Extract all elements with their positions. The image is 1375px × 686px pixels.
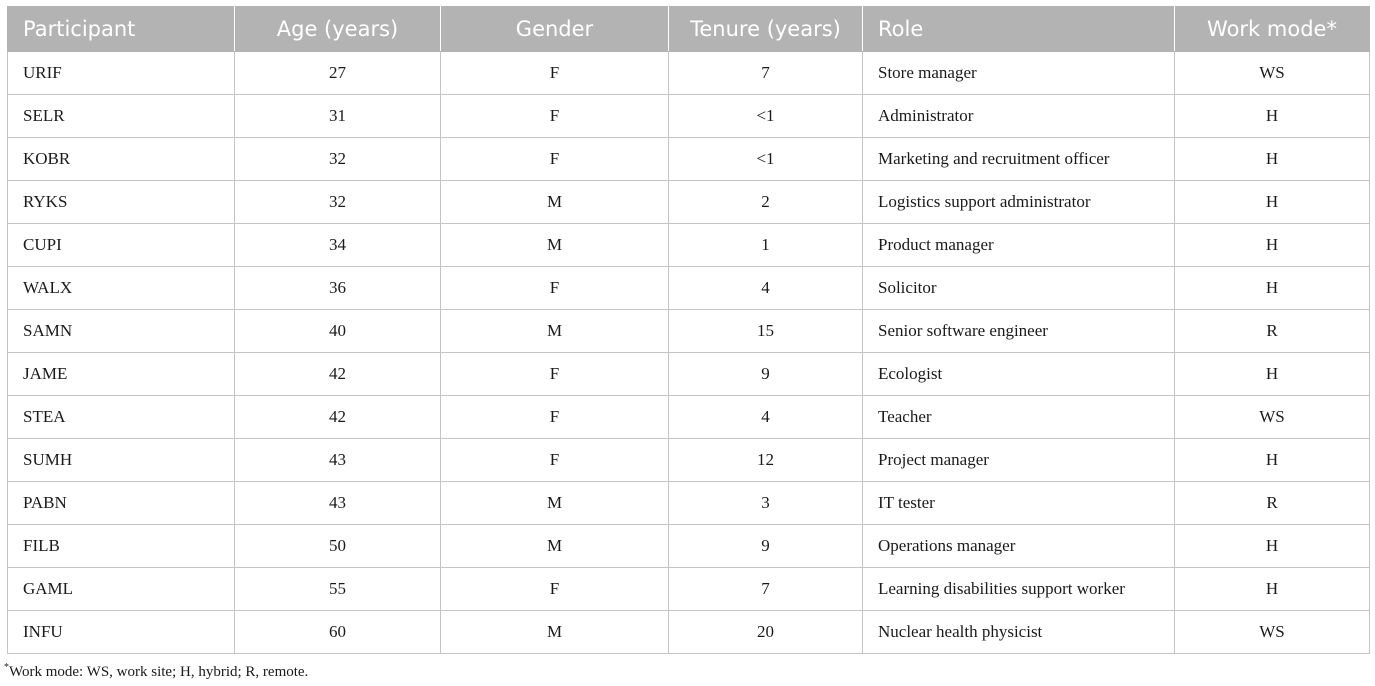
table-row (8, 396, 1370, 439)
cell-role: Store manager (863, 52, 1175, 95)
cell-role: IT tester (863, 482, 1175, 525)
cell-work-mode: H (1175, 439, 1370, 482)
table-row (8, 611, 1370, 654)
cell-role: Teacher (863, 396, 1175, 439)
cell-tenure: 9 (669, 353, 863, 396)
table-row (8, 568, 1370, 611)
table-row (8, 439, 1370, 482)
cell-work-mode: H (1175, 568, 1370, 611)
column-header-role: Role (863, 7, 1175, 52)
cell-gender: M (441, 482, 669, 525)
cell-tenure: 3 (669, 482, 863, 525)
participants-table-container (7, 6, 1369, 654)
cell-age: 32 (235, 181, 441, 224)
cell-tenure: <1 (669, 95, 863, 138)
cell-work-mode: H (1175, 95, 1370, 138)
cell-participant: FILB (8, 525, 235, 568)
column-header-gender: Gender (441, 7, 669, 52)
cell-role: Marketing and recruitment officer (863, 138, 1175, 181)
table-footnote (4, 662, 308, 681)
cell-age: 36 (235, 267, 441, 310)
footnote-text: Work mode: WS, work site; H, hybrid; R, remote. (9, 664, 309, 680)
table-row (8, 138, 1370, 181)
cell-age: 32 (235, 138, 441, 181)
cell-participant: URIF (8, 52, 235, 95)
cell-participant: RYKS (8, 181, 235, 224)
table-row (8, 353, 1370, 396)
cell-gender: M (441, 224, 669, 267)
cell-work-mode: R (1175, 310, 1370, 353)
table-row (8, 52, 1370, 95)
cell-work-mode: H (1175, 224, 1370, 267)
cell-tenure: 4 (669, 267, 863, 310)
table-row (8, 224, 1370, 267)
cell-tenure: 1 (669, 224, 863, 267)
cell-work-mode: H (1175, 353, 1370, 396)
cell-participant: PABN (8, 482, 235, 525)
cell-participant: JAME (8, 353, 235, 396)
cell-tenure: 15 (669, 310, 863, 353)
cell-role: Operations manager (863, 525, 1175, 568)
cell-work-mode: WS (1175, 611, 1370, 654)
cell-gender: M (441, 525, 669, 568)
column-header-tenure: Tenure (years) (669, 7, 863, 52)
cell-work-mode: WS (1175, 52, 1370, 95)
cell-work-mode: H (1175, 267, 1370, 310)
cell-tenure: 7 (669, 568, 863, 611)
cell-gender: F (441, 138, 669, 181)
cell-gender: F (441, 52, 669, 95)
cell-participant: INFU (8, 611, 235, 654)
cell-tenure: 12 (669, 439, 863, 482)
cell-tenure: <1 (669, 138, 863, 181)
cell-work-mode: WS (1175, 396, 1370, 439)
cell-role: Senior software engineer (863, 310, 1175, 353)
cell-tenure: 4 (669, 396, 863, 439)
cell-gender: F (441, 95, 669, 138)
table-row (8, 310, 1370, 353)
cell-gender: F (441, 353, 669, 396)
cell-tenure: 2 (669, 181, 863, 224)
cell-age: 27 (235, 52, 441, 95)
cell-age: 40 (235, 310, 441, 353)
cell-role: Nuclear health physicist (863, 611, 1175, 654)
cell-role: Project manager (863, 439, 1175, 482)
cell-role: Product manager (863, 224, 1175, 267)
cell-age: 31 (235, 95, 441, 138)
table-body (8, 52, 1370, 654)
cell-participant: SAMN (8, 310, 235, 353)
cell-role: Ecologist (863, 353, 1175, 396)
cell-gender: F (441, 568, 669, 611)
cell-age: 43 (235, 439, 441, 482)
cell-role: Solicitor (863, 267, 1175, 310)
column-header-age: Age (years) (235, 7, 441, 52)
cell-participant: STEA (8, 396, 235, 439)
cell-tenure: 9 (669, 525, 863, 568)
cell-work-mode: H (1175, 525, 1370, 568)
cell-participant: WALX (8, 267, 235, 310)
cell-work-mode: H (1175, 181, 1370, 224)
footnote-marker: * (4, 662, 9, 673)
cell-tenure: 7 (669, 52, 863, 95)
cell-tenure: 20 (669, 611, 863, 654)
cell-age: 55 (235, 568, 441, 611)
cell-role: Logistics support administrator (863, 181, 1175, 224)
cell-participant: SUMH (8, 439, 235, 482)
cell-age: 50 (235, 525, 441, 568)
cell-gender: F (441, 396, 669, 439)
cell-age: 42 (235, 353, 441, 396)
column-header-participant: Participant (8, 7, 235, 52)
cell-participant: SELR (8, 95, 235, 138)
cell-age: 43 (235, 482, 441, 525)
table-header (8, 7, 1370, 52)
table-row (8, 181, 1370, 224)
cell-gender: M (441, 181, 669, 224)
cell-participant: GAML (8, 568, 235, 611)
cell-participant: CUPI (8, 224, 235, 267)
cell-work-mode: H (1175, 138, 1370, 181)
column-header-work-mode: Work mode* (1175, 7, 1370, 52)
table-row (8, 267, 1370, 310)
participants-table (7, 6, 1370, 654)
cell-gender: M (441, 611, 669, 654)
cell-role: Administrator (863, 95, 1175, 138)
table-row (8, 482, 1370, 525)
cell-participant: KOBR (8, 138, 235, 181)
cell-gender: F (441, 439, 669, 482)
cell-gender: M (441, 310, 669, 353)
cell-gender: F (441, 267, 669, 310)
cell-age: 60 (235, 611, 441, 654)
table-row (8, 95, 1370, 138)
cell-age: 34 (235, 224, 441, 267)
cell-age: 42 (235, 396, 441, 439)
cell-role: Learning disabilities support worker (863, 568, 1175, 611)
table-row (8, 525, 1370, 568)
header-row (8, 7, 1370, 52)
cell-work-mode: R (1175, 482, 1370, 525)
